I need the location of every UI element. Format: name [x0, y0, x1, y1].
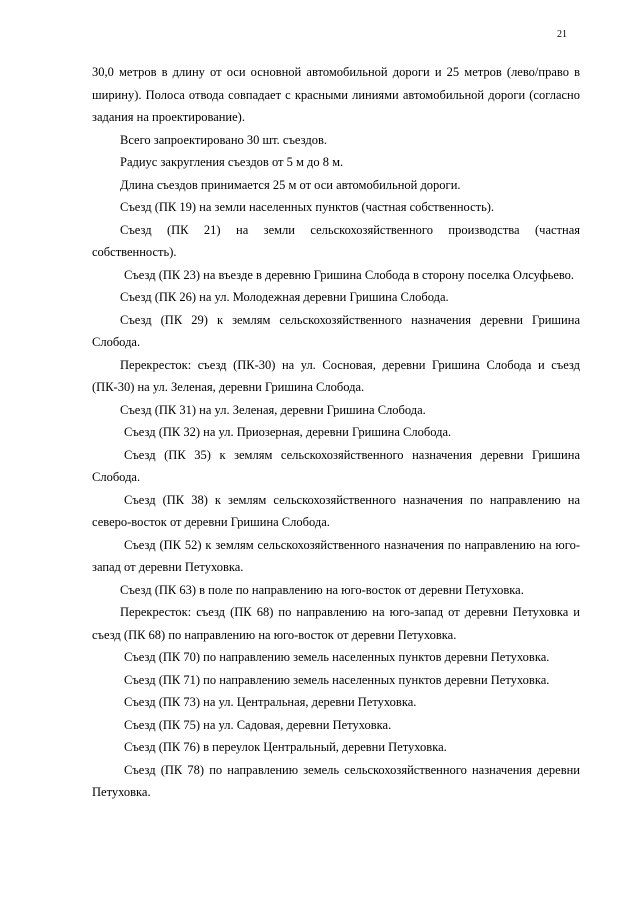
- document-body: [92, 61, 580, 804]
- paragraph-exit-pk35: Съезд (ПК 35) к землям сельскохозяйственного назначения деревни Гришина Слобода.: [92, 447, 580, 484]
- paragraph-exit-length: Длина съездов принимается 25 м от оси автомобильной дороги.: [120, 177, 461, 192]
- paragraph-exit-pk21: Съезд (ПК 21) на земли сельскохозяйственного производства (частная собственность).: [92, 222, 580, 259]
- paragraph-exit-pk63: Съезд (ПК 63) в поле по направлению на юго-восток от деревни Петуховка.: [120, 582, 524, 597]
- paragraph-exit-pk73: Съезд (ПК 73) на ул. Центральная, деревни Петуховка.: [124, 695, 417, 709]
- paragraph-exit-pk71: Съезд (ПК 71) по направлению земель населенных пунктов деревни Петуховка.: [124, 672, 550, 687]
- paragraph-exit-pk76: Съезд (ПК 76) в переулок Центральный, деревни Петуховка.: [124, 740, 447, 754]
- paragraph-crossroad-pk30: Перекресток: съезд (ПК-30) на ул. Сосновая, деревни Гришина Слобода и съезд (ПК-30) на ул. Зеленая, деревни Гришина Слобода.: [92, 357, 580, 394]
- paragraph-crossroad-pk68: Перекресток: съезд (ПК 68) по направлению на юго-запад от деревни Петуховка и съезд (ПК 68) по направлению на юго-восток от деревни Петуховка.: [92, 605, 580, 642]
- paragraph-exit-pk26: Съезд (ПК 26) на ул. Молодежная деревни Гришина Слобода.: [120, 290, 449, 304]
- paragraph-exit-pk29: Съезд (ПК 29) к землям сельскохозяйственного назначения деревни Гришина Слобода.: [92, 312, 580, 349]
- paragraph-radius: Радиус закругления съездов от 5 м до 8 м.: [120, 155, 344, 169]
- paragraph-total-exits: Всего запроектировано 30 шт. съездов.: [120, 132, 327, 147]
- paragraph-exit-pk70: Съезд (ПК 70) по направлению земель населенных пунктов деревни Петуховка.: [124, 650, 550, 664]
- paragraph-exit-pk23: Съезд (ПК 23) на въезде в деревню Гришина Слобода в сторону поселка Олсуфьево.: [124, 267, 575, 282]
- paragraph-exit-pk32: Съезд (ПК 32) на ул. Приозерная, деревни Гришина Слобода.: [124, 425, 452, 439]
- page-number: 21: [557, 29, 567, 40]
- paragraph-exit-pk19: Съезд (ПК 19) на земли населенных пунктов (частная собственность).: [120, 200, 495, 214]
- paragraph-exit-pk52: Съезд (ПК 52) к землям сельскохозяйственного назначения по направлению на юго-запад от деревни Петуховка.: [92, 537, 580, 574]
- paragraph-exit-pk75: Съезд (ПК 75) на ул. Садовая, деревни Петуховка.: [124, 717, 392, 732]
- paragraph-exit-pk78: Съезд (ПК 78) по направлению земель сельскохозяйственного назначения деревни Петуховка.: [92, 762, 580, 799]
- paragraph-exit-pk38: Съезд (ПК 38) к землям сельскохозяйственного назначения по направлению на северо-восток от деревни Гришина Слобода.: [92, 492, 580, 529]
- paragraph-right-of-way: 30,0 метров в длину от оси основной автомобильной дороги и 25 метров (лево/право в ширину). Полоса отвода совпадает с красными линиями автомобильной дороги (согласно задания на проектирование).: [92, 65, 580, 124]
- paragraph-exit-pk31: Съезд (ПК 31) на ул. Зеленая, деревни Гришина Слобода.: [120, 402, 426, 417]
